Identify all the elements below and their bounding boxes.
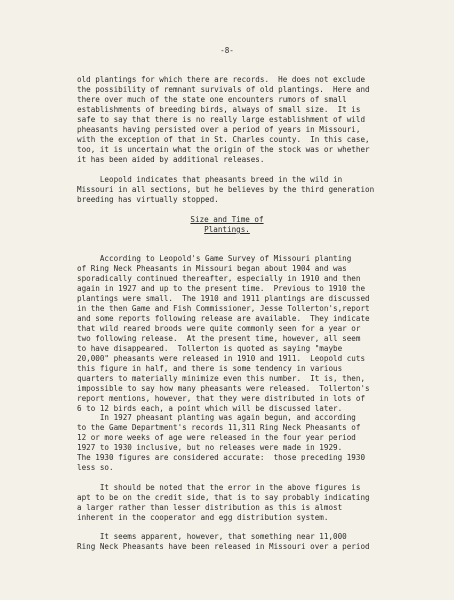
paragraph-leopold-breeding: Leopold indicates that pheasants breed in the wild in Missouri in all sections, but he believes by the third generation breeding has virtually stopped. (77, 175, 375, 204)
paragraph-error-note: It should be noted that the error in the above figures is apt to be on the credit side, that is to say probably indicating a larger rather than lesser distribution as this is almost inherent in the cooperator and egg distribution system. (77, 483, 370, 522)
paragraph-game-survey: According to Leopold's Game Survey of Missouri planting of Ring Neck Pheasants in Missouri began about 1904 and was sporadically continued thereafter, especially in 1910 and then again in 1927 and up to the present time. Previous to 1910 the plantings were small. The 1910 and 1911 plantings are discussed in the then Game and Fish Commissioner, Jesse Tollerton's,report and some reports following release are available. They indicate that wild reared broods were quite commonly seen for a year or two following release. At the present time, however, all seem to have disappeared. Tollerton is quoted as saying "maybe 20,000" pheasants were released in 1910 and 1911. Leopold cuts this figure in half, and there is some tendency in various quarters to materially minimize even this number. It is, then, impossible to say how many pheasants were released. Tollerton's report mentions, however, that they were distributed in lots of 6 to 12 birds each, a point which will be discussed later. (77, 254, 370, 413)
page-number: -8- (220, 46, 234, 55)
paragraph-1927-planting: In 1927 pheasant planting was again begun, and according to the Game Department's records 11,311 Ring Neck Pheasants of 12 or more weeks of age were released in the four year period 1927 to 1930 inclusive, but no releases were made in 1929. The 1930 figures are considered accurate: those preceding 1930 less so. (77, 413, 366, 472)
paragraph-remnant-survivals: old plantings for which there are records. He does not exclude the possibility of remnant survivals of old plantings. Here and there over much of the state one encounters rumors of small establishments of breeding birds, always of small size. It is safe to say that there is no really large establishment of wild pheasants having persisted over a period of years in Missouri, with the exception of that in St. Charles county. In this case, too, it is uncertain what the origin of the stock was or whether it has been aided by additional releases. (77, 75, 370, 164)
section-heading (0, 215, 454, 235)
heading-line-2: Plantings. (204, 225, 250, 234)
paragraph-total-released: It seems apparent, however, that something near 11,000 Ring Neck Pheasants have been released in Missouri over a period (77, 532, 370, 551)
heading-line-1: Size and Time of (190, 215, 264, 224)
